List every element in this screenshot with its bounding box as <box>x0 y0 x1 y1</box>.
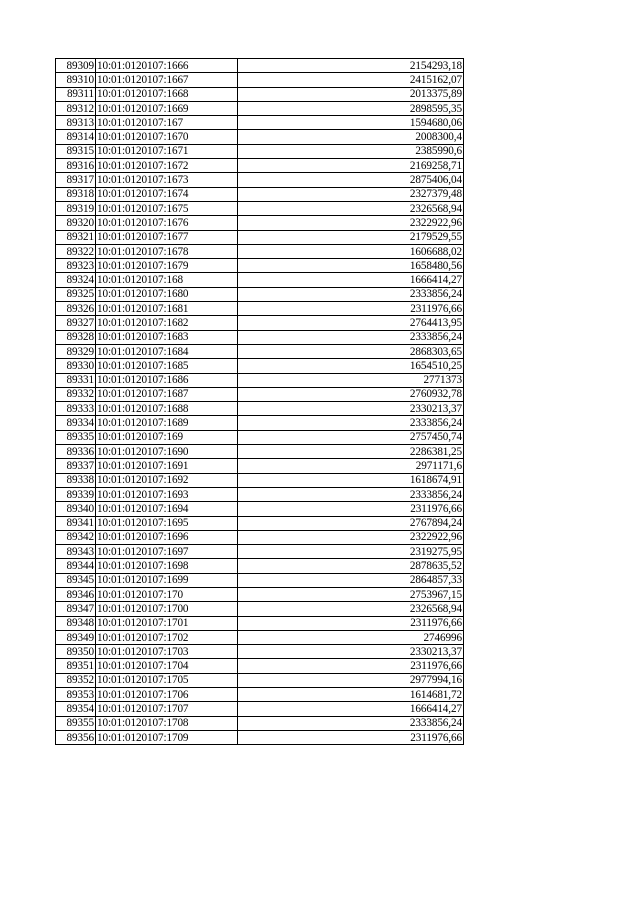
table-row <box>56 702 464 716</box>
row-number-cell: 89354 <box>56 702 96 716</box>
value-cell: 1594680,06 <box>238 116 464 130</box>
row-number-cell: 89348 <box>56 616 96 630</box>
cadastral-number-cell: 10:01:0120107:1688 <box>96 402 238 416</box>
row-number-cell: 89323 <box>56 259 96 273</box>
row-number-cell: 89325 <box>56 287 96 301</box>
table-row <box>56 416 464 430</box>
table-row <box>56 316 464 330</box>
value-cell: 2385990,6 <box>238 144 464 158</box>
table-row <box>56 330 464 344</box>
value-cell: 2760932,78 <box>238 387 464 401</box>
cadastral-number-cell: 10:01:0120107:1703 <box>96 645 238 659</box>
value-cell: 2875406,04 <box>238 173 464 187</box>
table-row <box>56 302 464 316</box>
row-number-cell: 89352 <box>56 673 96 687</box>
value-cell: 1618674,91 <box>238 473 464 487</box>
row-number-cell: 89334 <box>56 416 96 430</box>
table-row <box>56 259 464 273</box>
value-cell: 2179529,55 <box>238 230 464 244</box>
value-cell: 2333856,24 <box>238 416 464 430</box>
table-row <box>56 430 464 444</box>
row-number-cell: 89335 <box>56 430 96 444</box>
cadastral-number-cell: 10:01:0120107:1695 <box>96 516 238 530</box>
row-number-cell: 89350 <box>56 645 96 659</box>
row-number-cell: 89353 <box>56 688 96 702</box>
cadastral-number-cell: 10:01:0120107:1698 <box>96 559 238 573</box>
cadastral-number-cell: 10:01:0120107:1686 <box>96 373 238 387</box>
row-number-cell: 89344 <box>56 559 96 573</box>
cadastral-number-cell: 10:01:0120107:1680 <box>96 287 238 301</box>
table-row <box>56 645 464 659</box>
table-row <box>56 730 464 744</box>
row-number-cell: 89310 <box>56 73 96 87</box>
cadastral-number-cell: 10:01:0120107:167 <box>96 116 238 130</box>
value-cell: 2286381,25 <box>238 445 464 459</box>
cadastral-number-cell: 10:01:0120107:1706 <box>96 688 238 702</box>
row-number-cell: 89355 <box>56 716 96 730</box>
cadastral-number-cell: 10:01:0120107:1677 <box>96 230 238 244</box>
row-number-cell: 89327 <box>56 316 96 330</box>
value-cell: 1658480,56 <box>238 259 464 273</box>
row-number-cell: 89319 <box>56 201 96 215</box>
cadastral-number-cell: 10:01:0120107:1691 <box>96 459 238 473</box>
table-row <box>56 373 464 387</box>
row-number-cell: 89321 <box>56 230 96 244</box>
value-cell: 2767894,24 <box>238 516 464 530</box>
row-number-cell: 89333 <box>56 402 96 416</box>
row-number-cell: 89337 <box>56 459 96 473</box>
table-row <box>56 445 464 459</box>
row-number-cell: 89343 <box>56 545 96 559</box>
cadastral-number-cell: 10:01:0120107:1693 <box>96 487 238 501</box>
table-row <box>56 244 464 258</box>
cadastral-number-cell: 10:01:0120107:1700 <box>96 602 238 616</box>
value-cell: 2326568,94 <box>238 602 464 616</box>
cadastral-number-cell: 10:01:0120107:1667 <box>96 73 238 87</box>
cadastral-number-cell: 10:01:0120107:169 <box>96 430 238 444</box>
table-row <box>56 273 464 287</box>
cadastral-number-cell: 10:01:0120107:1687 <box>96 387 238 401</box>
table-row <box>56 516 464 530</box>
table-row <box>56 487 464 501</box>
row-number-cell: 89342 <box>56 530 96 544</box>
row-number-cell: 89345 <box>56 573 96 587</box>
table-row <box>56 73 464 87</box>
cadastral-number-cell: 10:01:0120107:170 <box>96 587 238 601</box>
cadastral-number-cell: 10:01:0120107:1676 <box>96 216 238 230</box>
table-row <box>56 387 464 401</box>
cadastral-number-cell: 10:01:0120107:1674 <box>96 187 238 201</box>
value-cell: 2868303,65 <box>238 344 464 358</box>
row-number-cell: 89347 <box>56 602 96 616</box>
value-cell: 2327379,48 <box>238 187 464 201</box>
cadastral-number-cell: 10:01:0120107:1668 <box>96 87 238 101</box>
value-cell: 2330213,37 <box>238 645 464 659</box>
value-cell: 2333856,24 <box>238 716 464 730</box>
cadastral-number-cell: 10:01:0120107:1690 <box>96 445 238 459</box>
cadastral-number-cell: 10:01:0120107:1699 <box>96 573 238 587</box>
row-number-cell: 89349 <box>56 630 96 644</box>
cadastral-number-cell: 10:01:0120107:168 <box>96 273 238 287</box>
row-number-cell: 89311 <box>56 87 96 101</box>
cadastral-number-cell: 10:01:0120107:1702 <box>96 630 238 644</box>
value-cell: 2322922,96 <box>238 530 464 544</box>
value-cell: 1666414,27 <box>238 273 464 287</box>
value-cell: 2971171,6 <box>238 459 464 473</box>
value-cell: 2753967,15 <box>238 587 464 601</box>
value-cell: 2878635,52 <box>238 559 464 573</box>
value-cell: 2333856,24 <box>238 287 464 301</box>
value-cell: 2013375,89 <box>238 87 464 101</box>
value-cell: 2415162,07 <box>238 73 464 87</box>
value-cell: 1666414,27 <box>238 702 464 716</box>
row-number-cell: 89356 <box>56 730 96 744</box>
table-row <box>56 502 464 516</box>
table-row <box>56 716 464 730</box>
table-row <box>56 173 464 187</box>
cadastral-number-cell: 10:01:0120107:1682 <box>96 316 238 330</box>
table-row <box>56 587 464 601</box>
value-cell: 2771373 <box>238 373 464 387</box>
table-row <box>56 59 464 73</box>
table-body <box>56 59 464 745</box>
cadastral-number-cell: 10:01:0120107:1669 <box>96 101 238 115</box>
value-cell: 2169258,71 <box>238 159 464 173</box>
cadastral-number-cell: 10:01:0120107:1696 <box>96 530 238 544</box>
value-cell: 2330213,37 <box>238 402 464 416</box>
row-number-cell: 89318 <box>56 187 96 201</box>
row-number-cell: 89309 <box>56 59 96 73</box>
row-number-cell: 89328 <box>56 330 96 344</box>
table-row <box>56 187 464 201</box>
table-row <box>56 473 464 487</box>
row-number-cell: 89351 <box>56 659 96 673</box>
table-row <box>56 573 464 587</box>
data-table <box>55 58 464 745</box>
value-cell: 2977994,16 <box>238 673 464 687</box>
value-cell: 2311976,66 <box>238 616 464 630</box>
row-number-cell: 89322 <box>56 244 96 258</box>
cadastral-number-cell: 10:01:0120107:1692 <box>96 473 238 487</box>
row-number-cell: 89326 <box>56 302 96 316</box>
data-sheet <box>55 58 463 745</box>
table-row <box>56 688 464 702</box>
cadastral-number-cell: 10:01:0120107:1705 <box>96 673 238 687</box>
cadastral-number-cell: 10:01:0120107:1681 <box>96 302 238 316</box>
cadastral-number-cell: 10:01:0120107:1678 <box>96 244 238 258</box>
value-cell: 2322922,96 <box>238 216 464 230</box>
row-number-cell: 89314 <box>56 130 96 144</box>
cadastral-number-cell: 10:01:0120107:1673 <box>96 173 238 187</box>
table-row <box>56 130 464 144</box>
table-row <box>56 545 464 559</box>
cadastral-number-cell: 10:01:0120107:1675 <box>96 201 238 215</box>
value-cell: 2333856,24 <box>238 330 464 344</box>
row-number-cell: 89340 <box>56 502 96 516</box>
row-number-cell: 89312 <box>56 101 96 115</box>
table-row <box>56 616 464 630</box>
cadastral-number-cell: 10:01:0120107:1704 <box>96 659 238 673</box>
table-row <box>56 201 464 215</box>
table-row <box>56 216 464 230</box>
value-cell: 2311976,66 <box>238 659 464 673</box>
table-row <box>56 673 464 687</box>
row-number-cell: 89316 <box>56 159 96 173</box>
value-cell: 2311976,66 <box>238 730 464 744</box>
cadastral-number-cell: 10:01:0120107:1697 <box>96 545 238 559</box>
row-number-cell: 89338 <box>56 473 96 487</box>
cadastral-number-cell: 10:01:0120107:1683 <box>96 330 238 344</box>
table-row <box>56 116 464 130</box>
table-row <box>56 659 464 673</box>
table-row <box>56 230 464 244</box>
table-row <box>56 602 464 616</box>
cadastral-number-cell: 10:01:0120107:1708 <box>96 716 238 730</box>
row-number-cell: 89329 <box>56 344 96 358</box>
row-number-cell: 89346 <box>56 587 96 601</box>
cadastral-number-cell: 10:01:0120107:1707 <box>96 702 238 716</box>
value-cell: 1654510,25 <box>238 359 464 373</box>
cadastral-number-cell: 10:01:0120107:1672 <box>96 159 238 173</box>
table-row <box>56 530 464 544</box>
table-row <box>56 344 464 358</box>
value-cell: 2319275,95 <box>238 545 464 559</box>
row-number-cell: 89341 <box>56 516 96 530</box>
value-cell: 2757450,74 <box>238 430 464 444</box>
cadastral-number-cell: 10:01:0120107:1709 <box>96 730 238 744</box>
table-row <box>56 87 464 101</box>
value-cell: 2864857,33 <box>238 573 464 587</box>
value-cell: 2746996 <box>238 630 464 644</box>
cadastral-number-cell: 10:01:0120107:1679 <box>96 259 238 273</box>
value-cell: 2311976,66 <box>238 302 464 316</box>
value-cell: 2898595,35 <box>238 101 464 115</box>
value-cell: 2326568,94 <box>238 201 464 215</box>
row-number-cell: 89315 <box>56 144 96 158</box>
table-row <box>56 459 464 473</box>
table-row <box>56 559 464 573</box>
cadastral-number-cell: 10:01:0120107:1685 <box>96 359 238 373</box>
table-row <box>56 144 464 158</box>
cadastral-number-cell: 10:01:0120107:1670 <box>96 130 238 144</box>
table-row <box>56 101 464 115</box>
cadastral-number-cell: 10:01:0120107:1694 <box>96 502 238 516</box>
row-number-cell: 89324 <box>56 273 96 287</box>
row-number-cell: 89330 <box>56 359 96 373</box>
value-cell: 2311976,66 <box>238 502 464 516</box>
cadastral-number-cell: 10:01:0120107:1666 <box>96 59 238 73</box>
table-row <box>56 630 464 644</box>
row-number-cell: 89336 <box>56 445 96 459</box>
row-number-cell: 89313 <box>56 116 96 130</box>
table-row <box>56 359 464 373</box>
cadastral-number-cell: 10:01:0120107:1684 <box>96 344 238 358</box>
value-cell: 2008300,4 <box>238 130 464 144</box>
row-number-cell: 89320 <box>56 216 96 230</box>
row-number-cell: 89332 <box>56 387 96 401</box>
row-number-cell: 89331 <box>56 373 96 387</box>
table-row <box>56 159 464 173</box>
cadastral-number-cell: 10:01:0120107:1671 <box>96 144 238 158</box>
value-cell: 1606688,02 <box>238 244 464 258</box>
value-cell: 1614681,72 <box>238 688 464 702</box>
table-row <box>56 402 464 416</box>
value-cell: 2764413,95 <box>238 316 464 330</box>
value-cell: 2333856,24 <box>238 487 464 501</box>
row-number-cell: 89317 <box>56 173 96 187</box>
table-row <box>56 287 464 301</box>
cadastral-number-cell: 10:01:0120107:1701 <box>96 616 238 630</box>
value-cell: 2154293,18 <box>238 59 464 73</box>
cadastral-number-cell: 10:01:0120107:1689 <box>96 416 238 430</box>
row-number-cell: 89339 <box>56 487 96 501</box>
